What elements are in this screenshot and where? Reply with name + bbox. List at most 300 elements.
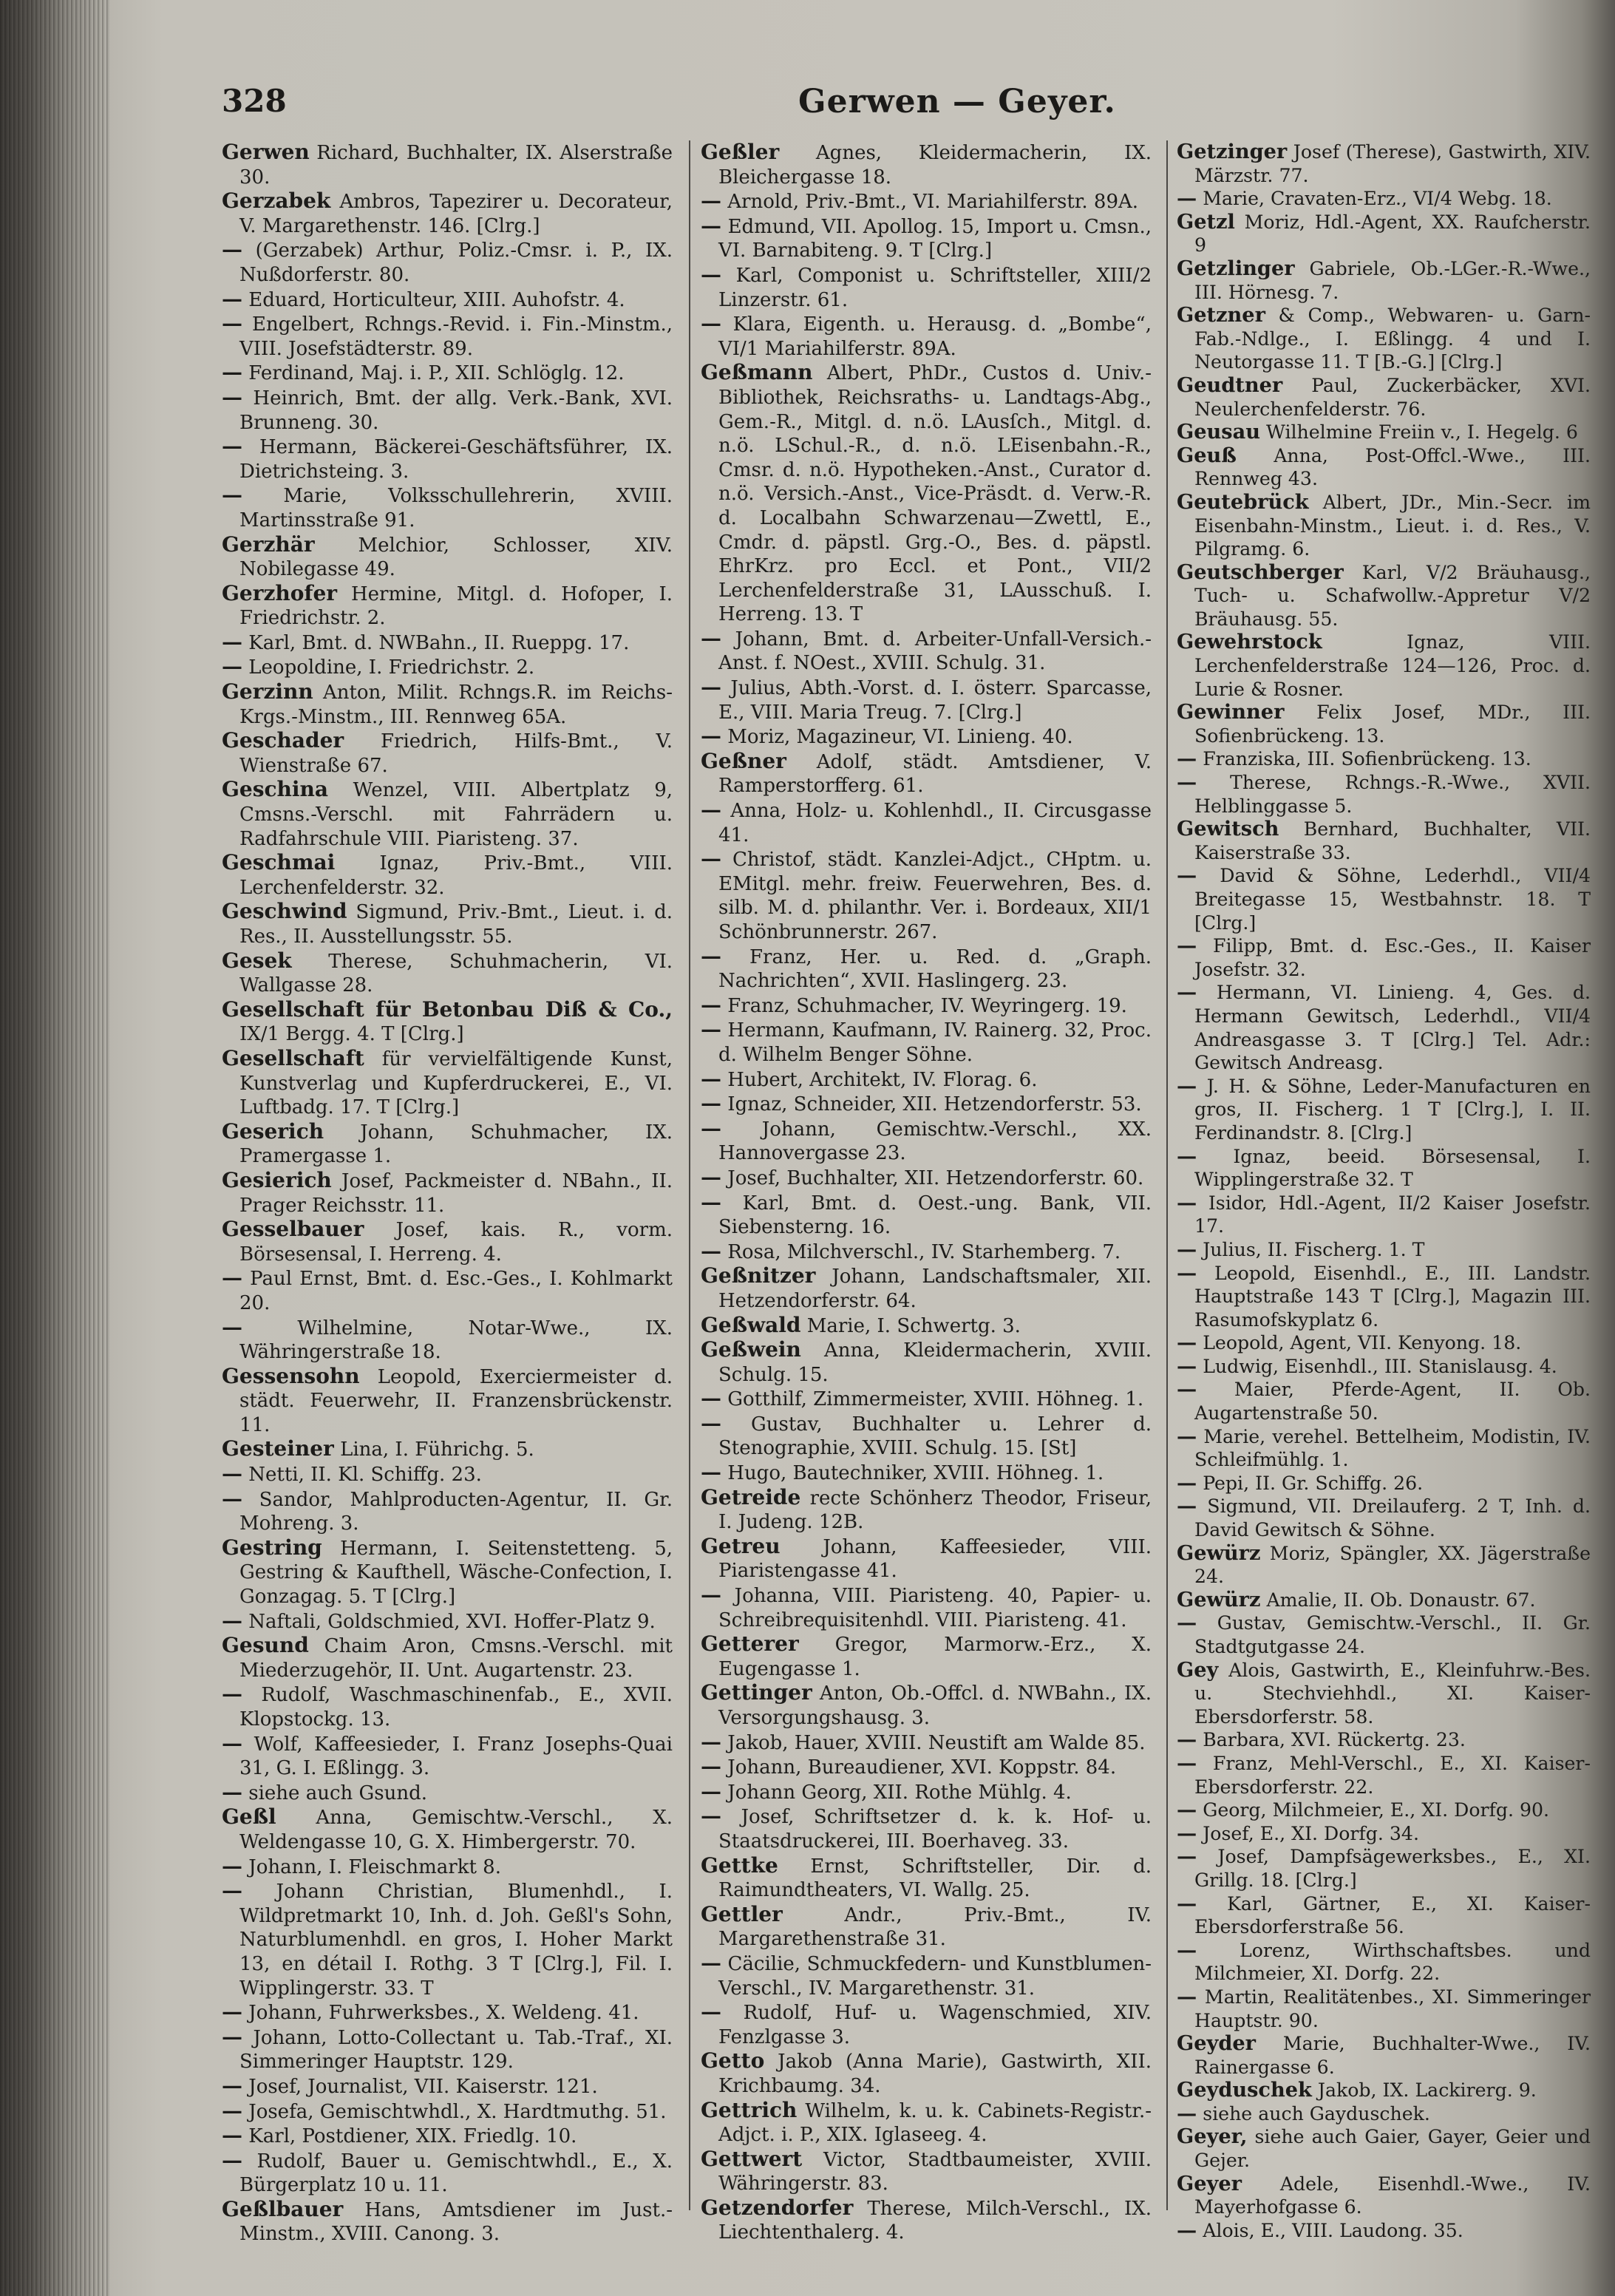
entry-text: Ignaz, VIII. Lerchenfelderstraße 124—126, Proc. d. Lurie & Rosner. <box>1194 631 1591 700</box>
entry-headword: — <box>222 2024 242 2049</box>
directory-entry <box>701 214 1152 263</box>
entry-text: Anton, Ob.-Offcl. d. NWBahn., IX. Versorgungshausg. 3. <box>718 1682 1152 1729</box>
directory-column-1 <box>222 140 673 2246</box>
entry-text: Hans, Amtsdiener im Just.-Minstm., XVIII. Canong. 3. <box>239 2198 673 2246</box>
entry-text: Friedrich, Hilfs-Bmt., V. Wienstraße 67. <box>239 730 673 777</box>
entry-text: Sigmund, Priv.-Bmt., Lieut. i. d. Res., II. Ausstellungsstr. 55. <box>239 901 673 948</box>
directory-entry <box>1177 1845 1591 1892</box>
directory-entry <box>222 1487 673 1536</box>
directory-entry <box>222 1536 673 1609</box>
entry-text: Johann Georg, XII. Rothe Mühlg. 4. <box>727 1781 1072 1804</box>
entry-text: siehe auch Gayduschek. <box>1203 2102 1430 2125</box>
entry-headword: Gerzabek <box>222 188 331 214</box>
entry-headword: Gettler <box>701 1901 783 1926</box>
entry-headword: Gesteiner <box>222 1436 334 1461</box>
directory-entry <box>1177 2102 1591 2126</box>
entry-headword: — <box>701 992 721 1017</box>
directory-entry <box>701 1240 1152 1265</box>
entry-text: Gabriele, Ob.-LGer.-R.-Wwe., III. Hörnesg. 7. <box>1194 257 1591 303</box>
directory-entry <box>701 1632 1152 1681</box>
entry-text: Cäcilie, Schmuckfedern- und Kunstblumen-Verschl., IV. Margarethenstr. 31. <box>718 1952 1152 2000</box>
entry-headword: — <box>701 1754 721 1779</box>
entry-headword: — <box>222 1266 242 1291</box>
column-divider <box>689 140 690 2210</box>
directory-entry <box>1177 1355 1591 1379</box>
entry-headword: — <box>222 2000 242 2025</box>
entry-text: Naftali, Goldschmied, XVI. Hoffer-Platz 9. <box>248 1610 656 1633</box>
entry-headword: Geyduschek <box>1177 2078 1312 2102</box>
entry-headword: Getzinger <box>1177 140 1288 163</box>
entry-text: Karl, Componist u. Schriftsteller, XIII/2 Linzerstr. 61. <box>718 264 1152 311</box>
directory-entry <box>222 631 673 656</box>
entry-headword: — <box>222 311 242 336</box>
directory-entry <box>222 729 673 778</box>
entry-text: & Comp., Webwaren- u. Garn-Fab.-Ndlge., I. Eßlingg. 4 und I. Neutorgasse 11. T [B.-G.] [Clrg.] <box>1194 305 1591 373</box>
directory-entry <box>1177 211 1591 257</box>
entry-headword: — <box>1177 1331 1197 1355</box>
entry-headword: Gesellschaft für Betonbau Diß & Co., <box>222 996 673 1022</box>
directory-entry <box>222 2099 673 2125</box>
directory-entry <box>222 1609 673 1634</box>
directory-entry <box>701 1461 1152 1486</box>
running-head: Gerwen — Geyer. <box>798 83 1116 120</box>
entry-text: Lorenz, Wirthschaftsbes. und Milchmeier, XI. Dorfg. 22. <box>1194 1939 1591 1985</box>
directory-entry <box>1177 1331 1591 1355</box>
entry-text: Albert, PhDr., Custos d. Univ.-Bibliothek, Reichsraths- u. Landtags-Abg., Gem.-R., Mitgl. d. n.ö. LAusſch., Mitgl. d. n.ö. LSchul.-R., d. n.ö. LEisenbahn.-R., Cmsr. d. n.ö. Hypotheken.-Anst., Curator d. n.ö. Versich.-Anst., Vice-Präsdt. d. Verw.-R. d. Localbahn Schwarzenau—Zwettl, E., Cmdr. d. päpstl. Grg.-O., Bes. d. päpstl. EhrKrz. pro Eccl. et Pont., VII/2 Lerchenfelderstraße 31, LAusschuß. I. Herreng. 13. T <box>718 362 1152 626</box>
directory-entry <box>701 724 1152 750</box>
entry-text: J. H. & Söhne, Leder-Manufacturen en gros, II. Fischerg. 1 T [Clrg.], I. II. Ferdinandstr. 8. [Clrg.] <box>1194 1075 1591 1144</box>
directory-entry <box>1177 304 1591 374</box>
entry-text: Gregor, Marmorw.-Erz., X. Eugengasse 1. <box>718 1634 1152 1680</box>
entry-headword: Geyer <box>1177 2171 1242 2195</box>
entry-text: Marie, Buchhalter-Wwe., IV. Rainergasse 6. <box>1194 2033 1591 2078</box>
directory-entry <box>1177 864 1591 934</box>
directory-entry <box>1177 1799 1591 1822</box>
entry-text: Gustav, Buchhalter u. Lehrer d. Stenographie, XVIII. Schulg. 15. [St] <box>718 1413 1152 1460</box>
entry-headword: Gettwert <box>701 2146 803 2171</box>
entry-headword: — <box>701 1164 721 1189</box>
directory-entry <box>1177 1145 1591 1192</box>
entry-text: Klara, Eigenth. u. Herausg. d. „Bombe“, VI/1 Mariahilferstr. 89A. <box>718 313 1152 360</box>
entry-headword: Geßwein <box>701 1337 801 1362</box>
entry-headword: — <box>222 1878 242 1903</box>
entry-headword: Gerwen <box>222 140 310 164</box>
directory-entry <box>1177 1495 1591 1541</box>
entry-headword: Gesselbauer <box>222 1217 364 1242</box>
entry-headword: Gewinner <box>1177 700 1285 724</box>
directory-entry <box>1177 1378 1591 1424</box>
entry-text: Julius, II. Fischerg. 1. T <box>1203 1238 1425 1260</box>
directory-entry <box>222 655 673 680</box>
entry-text: recte Schönherz Theodor, Friseur, I. Judeng. 12B. <box>718 1487 1152 1534</box>
entry-headword: Gewürz <box>1177 1587 1261 1611</box>
entry-headword: — <box>701 943 721 968</box>
entry-text: Edmund, VII. Apollog. 15, Import u. Cmsn., VI. Barnabiteng. 9. T [Clrg.] <box>718 215 1152 262</box>
directory-entry <box>701 1412 1152 1461</box>
directory-entry <box>701 361 1152 627</box>
entry-headword: Getto <box>701 2048 765 2073</box>
directory-entry <box>1177 2032 1591 2079</box>
directory-entry <box>1177 1192 1591 1238</box>
directory-entry <box>222 582 673 631</box>
entry-text: Hermann, I. Seitenstetteng. 5, Gestring & Kaufthell, Wäsche-Confection, I. Gonzagag. 5. T [Clrg.] <box>239 1537 673 1609</box>
entry-headword: — <box>1177 1984 1197 2008</box>
entry-text: Marie, verehel. Bettelheim, Modistin, IV. Schleifmühlg. 1. <box>1194 1425 1591 1471</box>
entry-headword: Geßl <box>222 1804 276 1830</box>
entry-text: Melchior, Schlosser, XIV. Nobilegasse 49. <box>239 534 673 581</box>
entry-headword: — <box>1177 747 1197 771</box>
directory-entry <box>1177 1939 1591 1986</box>
directory-entry <box>1177 561 1591 631</box>
directory-entry <box>1177 1752 1591 1799</box>
entry-headword: Geschmai <box>222 850 336 875</box>
directory-entry <box>701 1387 1152 1412</box>
entry-headword: Geudtner <box>1177 373 1283 397</box>
directory-entry <box>701 2147 1152 2196</box>
entry-headword: — <box>222 1461 242 1487</box>
directory-entry <box>222 998 673 1047</box>
entry-headword: — <box>1177 1190 1197 1215</box>
entry-text: Jakob, Hauer, XVIII. Neustift am Walde 85. <box>727 1731 1146 1754</box>
directory-entry <box>1177 1659 1591 1729</box>
entry-headword: — <box>701 1386 721 1411</box>
entry-text: Paul Ernst, Bmt. d. Esc.-Ges., I. Kohlmarkt 20. <box>239 1268 673 1314</box>
entry-headword: — <box>701 311 721 336</box>
directory-entry <box>1177 1589 1591 1612</box>
directory-entry <box>701 312 1152 361</box>
entry-text: Maier, Pferde-Agent, II. Ob. Augartenstraße 50. <box>1194 1379 1591 1424</box>
directory-entry <box>701 1166 1152 1191</box>
entry-text: Jakob (Anna Marie), Gastwirth, XII. Krichbaumg. 34. <box>718 2051 1152 2097</box>
entry-headword: — <box>1177 2101 1197 2125</box>
entry-text: Josef, Packmeister d. NBahn., II. Prager Reichsstr. 11. <box>239 1169 673 1217</box>
directory-entry <box>222 312 673 361</box>
entry-text: Therese, Rchngs.-R.-Wwe., XVII. Helblinggasse 5. <box>1194 772 1591 817</box>
entry-headword: — <box>222 654 242 679</box>
directory-entry <box>222 435 673 483</box>
entry-text: (Gerzabek) Arthur, Poliz.-Cmsr. i. P., IX. Nußdorferstr. 80. <box>239 240 673 286</box>
directory-entry <box>701 994 1152 1019</box>
directory-entry <box>1177 444 1591 491</box>
entry-headword: — <box>1177 1937 1197 1962</box>
entry-headword: — <box>222 1608 242 1633</box>
entry-headword: — <box>1177 863 1197 888</box>
directory-entry <box>1177 1425 1591 1472</box>
entry-text: Albert, JDr., Min.-Secr. im Eisenbahn-Minstm., Lieut. i. d. Res., V. Pilgramg. 6. <box>1194 491 1591 560</box>
entry-headword: — <box>701 1583 721 1608</box>
directory-entry <box>1177 981 1591 1074</box>
entry-headword: — <box>701 798 721 823</box>
entry-headword: — <box>1177 770 1197 795</box>
directory-entry <box>701 676 1152 724</box>
directory-entry <box>222 1437 673 1462</box>
entry-headword: Geschwind <box>222 899 347 924</box>
entry-headword: — <box>701 1066 721 1091</box>
entry-headword: — <box>222 2147 242 2173</box>
directory-entry <box>1177 1986 1591 2032</box>
entry-text: Agnes, Kleidermacherin, IX. Bleichergasse 18. <box>718 142 1152 188</box>
entry-headword: — <box>1177 1470 1197 1495</box>
entry-text: siehe auch Gsund. <box>248 1782 428 1804</box>
directory-entry <box>1177 421 1591 444</box>
entry-text: Josef, kais. R., vorm. Börsesensal, I. Herreng. 4. <box>239 1219 673 1266</box>
entry-text: Karl, Bmt. d. NWBahn., II. Rueppg. 17. <box>248 631 630 654</box>
entry-headword: — <box>222 483 242 508</box>
entry-text: Johann, Bmt. d. Arbeiter-Unfall-Versich.-Anst. f. NOest., XVIII. Schulg. 31. <box>718 628 1152 675</box>
entry-headword: — <box>701 1017 721 1042</box>
entry-headword: Gettke <box>701 1852 778 1878</box>
directory-entry <box>1177 1611 1591 1658</box>
entry-headword: — <box>701 846 721 872</box>
directory-entry <box>222 189 673 238</box>
entry-text: Karl, Gärtner, E., XI. Kaiser-Ebersdorferstraße 56. <box>1194 1892 1591 1938</box>
directory-entry <box>222 386 673 435</box>
directory-entry <box>701 798 1152 847</box>
entry-text: Anna, Holz- u. Kohlenhdl., II. Circusgasse 41. <box>718 800 1152 846</box>
entry-headword: — <box>1177 1891 1197 1915</box>
entry-headword: Geuß <box>1177 443 1237 467</box>
entry-text: Isidor, Hdl.-Agent, II/2 Kaiser Josefstr. 17. <box>1194 1192 1591 1237</box>
entry-headword: — <box>701 1779 721 1804</box>
entry-headword: Geßwald <box>701 1312 801 1337</box>
entry-headword: — <box>222 2123 242 2148</box>
directory-entry <box>701 1338 1152 1387</box>
entry-text: Alois, Gastwirth, E., Kleinfuhrw.-Bes. u. Stechviehhdl., XI. Kaiser-Ebersdorferstr. 58. <box>1194 1659 1591 1728</box>
entry-text: Marie, Cravaten-Erz., VI/4 Webg. 18. <box>1203 188 1552 210</box>
entry-text: Alois, E., VIII. Laudong. 35. <box>1203 2219 1463 2241</box>
entry-text: David & Söhne, Lederhdl., VII/4 Breitegasse 15, Westbahnstr. 18. T [Clrg.] <box>1194 865 1591 934</box>
entry-text: IX/1 Bergg. 4. T [Clrg.] <box>239 1023 464 1046</box>
entry-headword: — <box>222 2073 242 2098</box>
directory-entry <box>1177 1472 1591 1495</box>
directory-entry <box>1177 140 1591 187</box>
entry-text: Eduard, Horticulteur, XIII. Auhofstr. 4. <box>248 288 625 311</box>
entry-text: Josef (Therese), Gastwirth, XIV. Märzstr. 77. <box>1194 141 1591 186</box>
entry-text: Josef, Journalist, VII. Kaiserstr. 121. <box>248 2075 598 2098</box>
entry-headword: — <box>701 1410 721 1436</box>
entry-text: Moriz, Hdl.-Agent, XX. Raufcherstr. 9 <box>1194 211 1591 257</box>
entry-text: Pepi, II. Gr. Schiffg. 26. <box>1203 1472 1424 1494</box>
directory-entry <box>1177 187 1591 211</box>
directory-entry <box>1177 2173 1591 2219</box>
entry-headword: — <box>222 2098 242 2123</box>
entry-headword: — <box>1177 2218 1197 2242</box>
entry-headword: — <box>222 1314 242 1339</box>
entry-text: Adolf, städt. Amtsdiener, V. Ramperstorfferg. 61. <box>718 750 1152 798</box>
directory-entry <box>222 778 673 851</box>
directory-entry <box>701 1731 1152 1756</box>
entry-text: Josef, E., XI. Dorfg. 34. <box>1203 1822 1419 1844</box>
entry-headword: — <box>701 1804 721 1829</box>
entry-headword: Gey <box>1177 1657 1219 1682</box>
entry-text: Georg, Milchmeier, E., XI. Dorfg. 90. <box>1203 1799 1550 1821</box>
entry-text: Felix Josef, MDr., III. Sofienbrückeng. 13. <box>1194 702 1591 747</box>
directory-entry <box>701 750 1152 798</box>
directory-entry <box>222 2000 673 2025</box>
entry-headword: — <box>701 1460 721 1485</box>
directory-entry <box>222 2198 673 2246</box>
entry-text: Ernst, Schriftsteller, Dir. d. Raimundtheaters, VI. Wallg. 25. <box>718 1855 1152 1902</box>
entry-text: Johann, Bureaudiener, XVI. Koppstr. 84. <box>727 1756 1117 1779</box>
entry-headword: — <box>1177 1728 1197 1752</box>
entry-text: Johann, Gemischtw.-Verschl., XX. Hannovergasse 23. <box>718 1118 1152 1165</box>
directory-entry <box>222 949 673 998</box>
entry-text: Anna, Gemischtw.-Verschl., X. Weldengasse 10, G. X. Himbergerstr. 70. <box>239 1807 673 1853</box>
entry-text: Filipp, Bmt. d. Esc.-Ges., II. Kaiser Josefstr. 32. <box>1194 935 1591 980</box>
entry-headword: Getterer <box>701 1631 799 1657</box>
entry-headword: — <box>1177 1844 1197 1869</box>
directory-entry <box>701 140 1152 189</box>
entry-text: Moriz, Spängler, XX. Jägerstraße 24. <box>1194 1542 1591 1588</box>
entry-text: Barbara, XVI. Rückertg. 23. <box>1203 1729 1466 1751</box>
directory-entry <box>222 680 673 729</box>
directory-entry <box>222 1365 673 1438</box>
entry-headword: — <box>1177 1237 1197 1261</box>
directory-entry <box>1177 631 1591 701</box>
entry-headword: Geßler <box>701 140 780 164</box>
entry-text: Franz, Schuhmacher, IV. Weyringerg. 19. <box>727 994 1127 1017</box>
entry-text: Gustav, Gemischtw.-Verschl., II. Gr. Stadtgutgasse 24. <box>1194 1612 1591 1657</box>
entry-headword: — <box>1177 1750 1197 1775</box>
entry-text: Leopold, Eisenhdl., E., III. Landstr. Hauptstraße 143 T [Clrg.], Magazin III. Rasumofskyplatz 6. <box>1194 1262 1591 1331</box>
entry-headword: — <box>222 629 242 654</box>
entry-headword: — <box>1177 1354 1197 1378</box>
directory-entry <box>222 1855 673 1880</box>
entry-headword: Gerzhofer <box>222 580 338 605</box>
entry-headword: — <box>1177 1073 1197 1098</box>
directory-entry <box>1177 374 1591 421</box>
directory-entry <box>222 1169 673 1217</box>
directory-entry <box>701 1067 1152 1093</box>
directory-entry <box>222 1047 673 1120</box>
entry-text: Franz, Mehl-Verschl., E., XI. Kaiser-Ebersdorferstr. 22. <box>1194 1752 1591 1798</box>
directory-entry <box>1177 491 1591 561</box>
entry-headword: Getzendorfer <box>701 2195 854 2220</box>
directory-entry <box>222 1634 673 1682</box>
entry-text: Johann Christian, Blumenhdl., I. Wildpretmarkt 10, Inh. d. Joh. Geßl's Sohn, Naturblumenhdl. en gros, I. Hoher Markt 13, en détail I. Rothg. 3 T [Clrg.], Fil. I. Wipplingerstr. 33. T <box>239 1881 673 2000</box>
entry-headword: Geßlbauer <box>222 2196 344 2221</box>
entry-text: Ignaz, Priv.-Bmt., VIII. Lerchenfelderstr. 32. <box>239 852 673 899</box>
directory-entry <box>701 2196 1152 2245</box>
entry-headword: — <box>222 1731 242 1756</box>
directory-entry <box>701 1854 1152 1903</box>
entry-headword: Gettrich <box>701 2097 798 2122</box>
directory-entry <box>222 1462 673 1487</box>
entry-headword: Geutebrück <box>1177 489 1309 514</box>
directory-entry <box>701 1117 1152 1166</box>
entry-headword: — <box>1177 1798 1197 1822</box>
entry-headword: Geschader <box>222 728 344 753</box>
entry-text: Adele, Eisenhdl.-Wwe., IV. Mayerhofgasse 6. <box>1194 2173 1591 2218</box>
directory-entry <box>222 1120 673 1169</box>
entry-text: Marie, Volksschullehrerin, XVIII. Martinsstraße 91. <box>239 485 673 531</box>
entry-headword: — <box>1177 980 1197 1005</box>
directory-entry <box>222 851 673 900</box>
column-divider <box>1166 140 1168 2210</box>
entry-text: Ferdinand, Maj. i. P., XII. Schlöglg. 12. <box>248 362 625 385</box>
directory-entry <box>222 140 673 189</box>
entry-headword: Gerzinn <box>222 679 313 704</box>
entry-text: Wenzel, VIII. Albertplatz 9, Cmsns.-Verschl. mit Fahrrädern u. Radfahrschule VIII. Piaristeng. 37. <box>239 779 673 850</box>
entry-headword: Getreu <box>701 1533 781 1558</box>
entry-headword: — <box>222 1682 242 1707</box>
entry-headword: — <box>701 675 721 700</box>
directory-entry <box>701 1903 1152 1952</box>
entry-text: Wolf, Kaffeesieder, I. Franz Josephs-Quai 31, G. I. Eßlingg. 3. <box>239 1733 673 1780</box>
entry-headword: — <box>1177 934 1197 958</box>
directory-entry <box>701 1486 1152 1535</box>
directory-entry <box>222 533 673 582</box>
entry-text: Wilhelmine, Notar-Wwe., IX. Währingerstraße 18. <box>239 1317 673 1364</box>
directory-entry <box>701 1092 1152 1117</box>
entry-headword: — <box>1177 1821 1197 1845</box>
entry-text: Netti, II. Kl. Schiffg. 23. <box>248 1464 482 1487</box>
entry-text: Karl, Bmt. d. Oest.-ung. Bank, VII. Siebensterng. 16. <box>718 1192 1152 1239</box>
directory-entry <box>701 847 1152 944</box>
entry-text: Arnold, Priv.-Bmt., VI. Mariahilferstr. 89A. <box>727 191 1139 214</box>
directory-entry <box>222 1805 673 1854</box>
directory-entry <box>1177 1542 1591 1589</box>
directory-entry <box>701 1755 1152 1780</box>
entry-text: Amalie, II. Ob. Donaustr. 67. <box>1266 1589 1536 1611</box>
directory-entry <box>1177 934 1591 981</box>
entry-text: Karl, V/2 Bräuhausg., Tuch- u. Schafwollw.-Appretur V/2 Bräuhausg. 55. <box>1194 561 1591 630</box>
entry-headword: — <box>222 237 242 262</box>
directory-entry <box>1177 747 1591 771</box>
entry-text: für vervielfältigende Kunst, Kunstverlag und Kupferdruckerei, E., VI. Luftbadg. 17. T [Clrg.] <box>239 1047 673 1119</box>
entry-text: Heinrich, Bmt. der allg. Verk.-Bank, XVI. Brunneng. 30. <box>239 387 673 434</box>
entry-text: Julius, Abth.-Vorst. d. I. österr. Sparcasse, E., VIII. Maria Treug. 7. [Clrg.] <box>718 677 1152 724</box>
directory-entry <box>1177 257 1591 304</box>
directory-entry <box>1177 1892 1591 1939</box>
entry-headword: — <box>1177 1260 1197 1285</box>
entry-text: Rudolf, Waschmaschinenfab., E., XVII. Klopstockg. 13. <box>239 1684 673 1731</box>
directory-entry <box>222 2025 673 2074</box>
entry-headword: Gewehrstock <box>1177 630 1322 654</box>
entry-text: Marie, I. Schwertg. 3. <box>806 1314 1021 1337</box>
directory-column-2 <box>701 140 1152 2245</box>
entry-text: Josefa, Gemischtwhdl., X. Hardtmuthg. 51. <box>248 2100 667 2123</box>
entry-text: Johann, Lotto-Collectant u. Tab.-Traf., XI. Simmeringer Hauptstr. 129. <box>239 2026 673 2073</box>
entry-headword: Geserich <box>222 1118 324 1144</box>
directory-column-3 <box>1177 140 1591 2242</box>
directory-entry <box>222 1682 673 1731</box>
directory-entry <box>701 1018 1152 1067</box>
entry-headword: — <box>222 1486 242 1511</box>
entry-text: Moriz, Magazineur, VI. Linieng. 40. <box>727 726 1073 749</box>
directory-entry <box>701 2000 1152 2049</box>
entry-headword: — <box>222 384 242 410</box>
entry-headword: Gewitsch <box>1177 817 1279 841</box>
entry-headword: Getzl <box>1177 209 1235 234</box>
directory-entry <box>1177 2079 1591 2102</box>
directory-entry <box>1177 1728 1591 1752</box>
entry-text: Johann, Kaffeesieder, VIII. Piaristengasse 41. <box>718 1535 1152 1583</box>
directory-entry <box>701 263 1152 312</box>
entry-headword: — <box>1177 186 1197 211</box>
entry-headword: Gerzhär <box>222 531 315 557</box>
entry-text: Chaim Aron, Cmsns.-Verschl. mit Miederzugehör, II. Unt. Augartenstr. 23. <box>239 1635 673 1682</box>
entry-headword: Gesierich <box>222 1167 332 1192</box>
entry-text: Ludwig, Eisenhdl., III. Stanislausg. 4. <box>1203 1355 1557 1377</box>
entry-text: Sandor, Mahlproducten-Agentur, II. Gr. Mohreng. 3. <box>239 1488 673 1535</box>
entry-headword: — <box>701 1729 721 1754</box>
entry-headword: — <box>701 213 721 238</box>
directory-entry <box>701 1535 1152 1583</box>
entry-text: Rudolf, Huf- u. Wagenschmied, XIV. Fenzlgasse 3. <box>718 2002 1152 2048</box>
entry-headword: — <box>1177 1494 1197 1518</box>
entry-headword: — <box>701 262 721 287</box>
